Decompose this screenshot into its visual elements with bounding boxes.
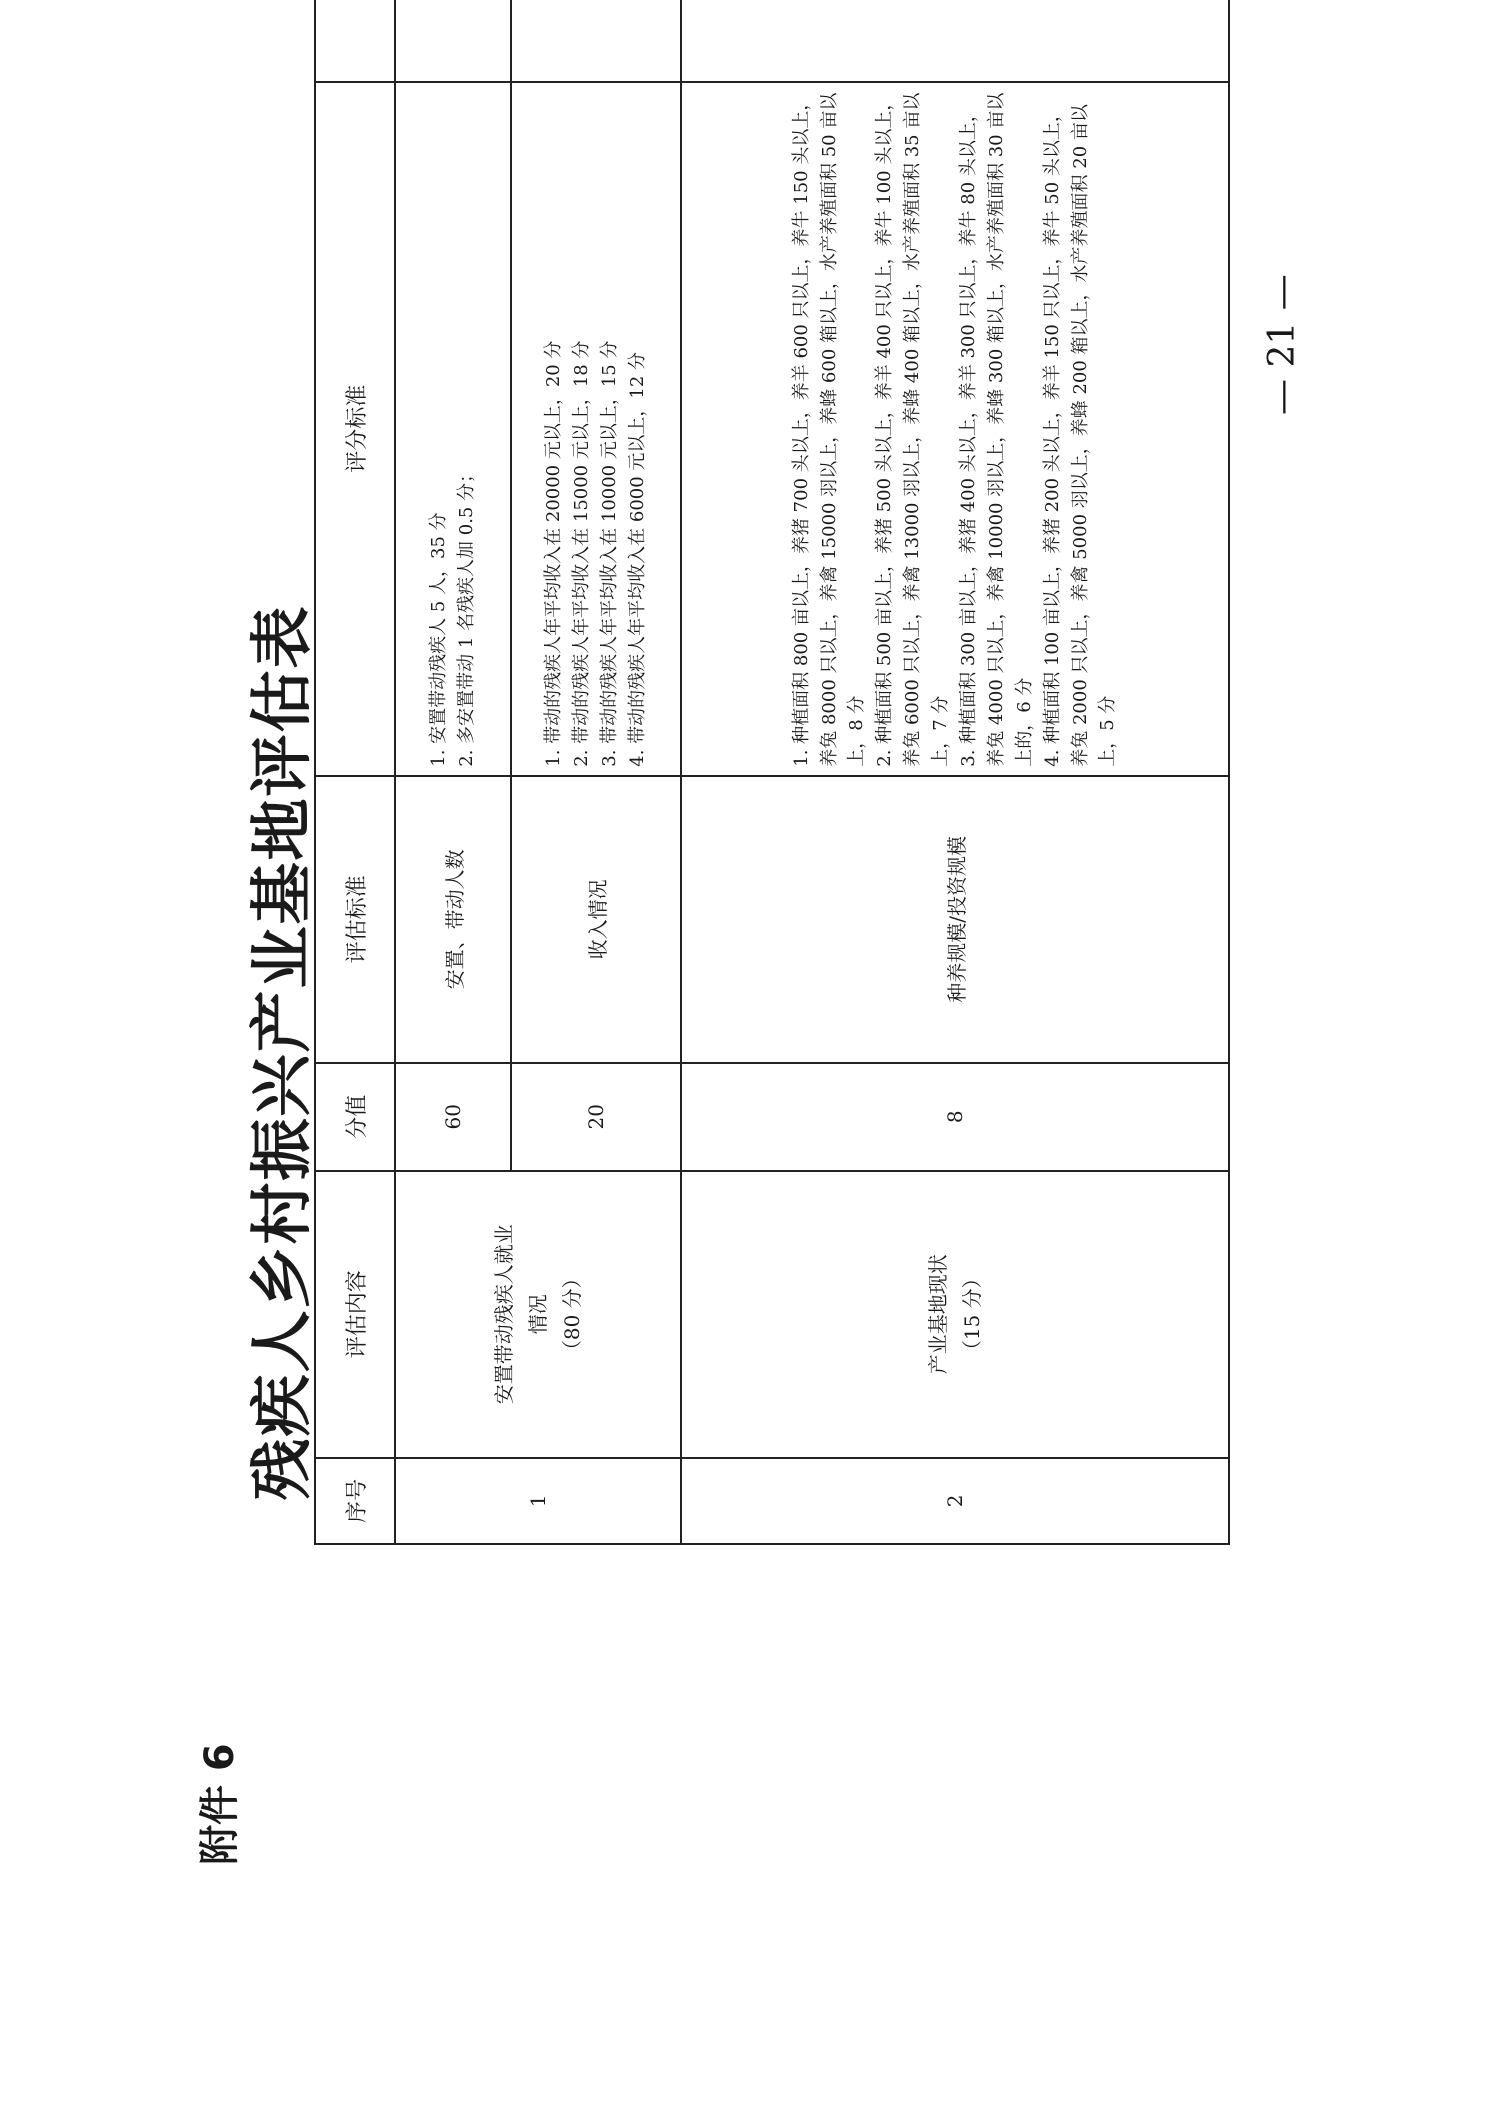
points-cell: 20: [511, 1063, 681, 1171]
criteria-item: 4. 种植面积 100 亩以上，养猪 200 头以上，养羊 150 只以上，养牛 50 头以上，养兔 2000 只以上，养禽 5000 羽以上，养蜂 200 箱以上，水产养殖面积 20 亩以上，5 分: [1041, 104, 1119, 767]
table-row: [395, 0, 511, 1544]
header-scoring: 评分标准: [315, 82, 395, 776]
criteria-item: 1. 种植面积 800 亩以上，养猪 700 头以上，养羊 600 只以上，养牛 150 头以上，养兔 8000 只以上，养禽 15000 羽以上，养蜂 600 箱以上，水产养殖面积 50 亩以上，8 分: [790, 92, 868, 767]
eval-standard-cell: 收入情况: [511, 776, 681, 1063]
section2-content: [681, 1171, 1229, 1458]
header-remarks: [315, 0, 395, 82]
table-row: [681, 0, 1229, 1544]
header-eval-standard: 评估标准: [315, 776, 395, 1063]
attachment-label: 附件 6: [197, 1743, 243, 1865]
remark-line: [881, 0, 918, 73]
section1-content-line: 情况: [526, 1294, 550, 1335]
criteria-item: 2. 多安置带动 1 名残疾人加 0.5 分；: [456, 464, 477, 767]
criteria-item: 2. 带动的残疾人年平均收入在 15000 元以上，18 分: [571, 340, 593, 767]
remark-cell: [681, 0, 1229, 82]
criteria-cell: [511, 82, 681, 776]
section1-content: [395, 1171, 681, 1458]
section1-no: 1: [395, 1458, 681, 1544]
header-content: 评估内容: [315, 1171, 395, 1458]
remark-cell: [511, 0, 681, 82]
remark-line: [1029, 0, 1066, 73]
eval-standard-cell: 安置、带动人数: [395, 776, 511, 1063]
remark-line: [918, 0, 955, 73]
section1-content-line: 安置带动残疾人就业: [492, 1224, 516, 1405]
criteria-cell: [395, 82, 511, 776]
eval-standard-cell: 种养规模/投资规模: [681, 776, 1229, 1063]
page-number: — 21 —: [1262, 274, 1303, 415]
points-cell: 60: [395, 1063, 511, 1171]
criteria-item: 1. 安置带动残疾人 5 人，35 分: [428, 512, 450, 767]
header-points: 分值: [315, 1063, 395, 1171]
table-header-row: [315, 0, 395, 1544]
criteria-item: 3. 种植面积 300 亩以上，养猪 400 头以上，养羊 300 只以上，养牛 80 头以上，养兔 4000 只以上，养禽 10000 羽以上，养蜂 300 箱以上，水产养殖面积 30 亩以上的，6 分: [958, 92, 1035, 767]
section2-content-line: 产业基地现状: [926, 1254, 950, 1375]
section2-content-line: （15 分）: [960, 1268, 984, 1361]
criteria-item: 4. 带动的残疾人年平均收入在 6000 元以上，12 分: [626, 351, 648, 767]
remark-line: [955, 0, 992, 73]
criteria-item: 2. 种植面积 500 亩以上，养猪 500 头以上，养羊 400 只以上，养牛 100 头以上，养兔 6000 只以上，养禽 13000 羽以上，养蜂 400 箱以上，水产养殖面积 35 亩以上，7 分: [874, 92, 952, 767]
section2-no: 2: [681, 1458, 1229, 1544]
criteria-item: 3. 带动的残疾人年平均收入在 10000 元以上，15 分: [599, 340, 620, 767]
criteria-cell: [681, 82, 1229, 776]
remark-cell: [395, 0, 511, 82]
criteria-item: 1. 带动的残疾人年平均收入在 20000 元以上，20 分: [543, 340, 565, 767]
points-cell: 8: [681, 1063, 1229, 1171]
remark-line: [992, 0, 1029, 73]
section1-content-line: （80 分）: [560, 1268, 584, 1361]
page-title: 残疾人乡村振兴产业基地评估表: [245, 604, 318, 1501]
remark-line: [844, 0, 881, 73]
header-no: 序号: [315, 1458, 395, 1544]
evaluation-table: [314, 0, 1230, 1545]
